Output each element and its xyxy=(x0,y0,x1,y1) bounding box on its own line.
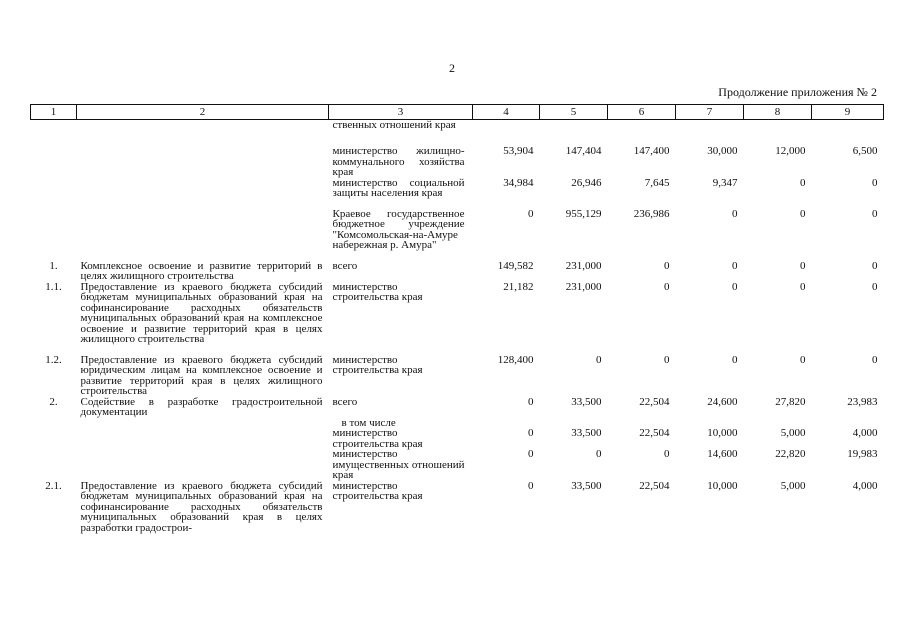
value-col5: 26,946 xyxy=(571,176,602,189)
value-col4: 0 xyxy=(528,207,534,220)
table-row xyxy=(31,282,884,355)
value-col9 xyxy=(812,120,884,147)
value-col9: 0 xyxy=(872,280,878,293)
measure-name: Содействие в разработке градостроительной документации xyxy=(80,395,323,418)
header-cell: 2 xyxy=(77,105,329,120)
header-cell: 9 xyxy=(812,105,884,120)
value-col4: 34,984 xyxy=(503,176,534,189)
value-col6 xyxy=(608,120,676,147)
value-col4: 0 xyxy=(528,427,534,439)
value-col6: 22,504 xyxy=(639,479,670,492)
page-number: 2 xyxy=(449,61,455,75)
value-col9: 0 xyxy=(872,259,878,272)
table-row xyxy=(31,209,884,261)
header-cell: 1 xyxy=(31,105,77,120)
value-col7: 24,600 xyxy=(707,395,738,408)
value-col6: 0 xyxy=(664,448,670,460)
value-col6: 0 xyxy=(664,353,670,366)
value-col8: 0 xyxy=(800,280,806,293)
value-col9: 23,983 xyxy=(847,395,878,408)
value-col9: 0 xyxy=(872,176,878,189)
row-number: 1.2. xyxy=(45,353,62,366)
value-col8: 0 xyxy=(800,259,806,272)
value-col8: 5,000 xyxy=(780,427,806,439)
executor: Краевое государственное бюджетное учреждение "Комсомольская-на-Амуре набережная р. Амура" xyxy=(332,207,465,251)
value-col5: 33,500 xyxy=(571,427,602,439)
executor: министерство строительства края xyxy=(332,427,423,450)
measure-name xyxy=(77,178,329,209)
value-col7: 0 xyxy=(732,353,738,366)
measure-name xyxy=(77,428,329,449)
value-col7: 9,347 xyxy=(712,176,738,189)
measure-name xyxy=(77,146,329,178)
value-col9: 0 xyxy=(872,207,878,220)
table-row xyxy=(31,481,884,534)
value-col9: 19,983 xyxy=(847,448,878,460)
value-col6: 236,986 xyxy=(633,207,670,220)
value-col8: 12,000 xyxy=(775,145,806,157)
table-row xyxy=(31,120,884,147)
value-col7: 14,600 xyxy=(707,448,738,460)
row-number xyxy=(31,418,77,429)
executor: министерство имущественных отношений края xyxy=(332,448,465,481)
value-col5: 33,500 xyxy=(571,395,602,408)
table-row xyxy=(31,178,884,209)
table-header xyxy=(31,105,884,120)
value-col5: 231,000 xyxy=(565,280,602,293)
value-col4: 0 xyxy=(528,479,534,492)
row-number: 2. xyxy=(49,395,58,408)
value-col5: 955,129 xyxy=(565,207,602,220)
value-col4 xyxy=(473,120,540,147)
value-col8: 27,820 xyxy=(775,395,806,408)
row-number xyxy=(31,146,77,178)
value-col5: 0 xyxy=(596,448,602,460)
value-col7 xyxy=(676,120,744,147)
measure-name xyxy=(77,209,329,261)
value-col5 xyxy=(540,120,608,147)
table-row xyxy=(31,355,884,397)
row-number: 1.1. xyxy=(45,280,62,293)
header-cell: 6 xyxy=(608,105,676,120)
value-col5: 0 xyxy=(596,353,602,366)
row-number xyxy=(31,209,77,261)
table-row xyxy=(31,397,884,418)
value-col9: 6,500 xyxy=(852,145,878,157)
value-col9: 0 xyxy=(872,353,878,366)
measure-name xyxy=(77,120,329,147)
value-col6: 0 xyxy=(664,259,670,272)
value-col8: 0 xyxy=(800,353,806,366)
value-col7: 0 xyxy=(732,207,738,220)
executor: министерство строительства края xyxy=(332,353,423,376)
executor: министерство социальной защиты населения края xyxy=(332,176,465,199)
value-col6: 147,400 xyxy=(633,145,670,157)
executor: всего xyxy=(332,259,358,272)
header-cell: 5 xyxy=(540,105,608,120)
value-col6: 7,645 xyxy=(644,176,670,189)
header-cell: 7 xyxy=(676,105,744,120)
header-cell: 8 xyxy=(744,105,812,120)
measure-name: Предоставление из краевого бюджета субсидий бюджетам муниципальных образований края на софинансирование расходных обязательств муниципальных образований края в целях разработки градострои- xyxy=(80,479,323,534)
value-col4: 128,400 xyxy=(497,353,534,366)
executor: ственных отношений края xyxy=(332,119,456,131)
appendix-table xyxy=(30,104,884,533)
table-row xyxy=(31,418,884,429)
executor: министерство строительства края xyxy=(332,479,423,502)
value-col4: 0 xyxy=(528,448,534,460)
value-col6: 22,504 xyxy=(639,395,670,408)
value-col6: 22,504 xyxy=(639,427,670,439)
row-number: 2.1. xyxy=(45,479,62,492)
table-row xyxy=(31,146,884,178)
value-col5: 33,500 xyxy=(571,479,602,492)
row-number xyxy=(31,428,77,449)
executor-subheading: в том числе xyxy=(341,416,396,429)
value-col5: 231,000 xyxy=(565,259,602,272)
measure-name xyxy=(77,449,329,481)
executor: министерство жилищно-коммунального хозяйства края xyxy=(332,145,465,178)
value-col7: 30,000 xyxy=(707,145,738,157)
value-col4: 0 xyxy=(528,395,534,408)
value-col8: 5,000 xyxy=(780,479,806,492)
measure-name: Комплексное освоение и развитие территорий в целях жилищного строительства xyxy=(80,259,323,282)
value-col5: 147,404 xyxy=(565,145,602,157)
value-col4: 21,182 xyxy=(503,280,534,293)
row-number xyxy=(31,120,77,147)
table-row xyxy=(31,449,884,481)
continuation-label: Продолжение приложения № 2 xyxy=(718,85,877,99)
value-col8: 0 xyxy=(800,176,806,189)
executor: всего xyxy=(332,395,358,408)
value-col4: 53,904 xyxy=(503,145,534,157)
measure-name: Предоставление из краевого бюджета субсидий юридическим лицам на комплексное освоение и развитие территорий края в целях жилищного строительства xyxy=(80,353,323,397)
value-col4: 149,582 xyxy=(497,259,534,272)
value-col9: 4,000 xyxy=(852,479,878,492)
executor: министерство строительства края xyxy=(332,280,423,303)
header-cell: 3 xyxy=(329,105,473,120)
row-number xyxy=(31,449,77,481)
value-col7: 0 xyxy=(732,280,738,293)
value-col6: 0 xyxy=(664,280,670,293)
value-col7: 10,000 xyxy=(707,479,738,492)
value-col7: 0 xyxy=(732,259,738,272)
value-col7: 10,000 xyxy=(707,427,738,439)
header-cell: 4 xyxy=(473,105,540,120)
row-number xyxy=(31,178,77,209)
value-col8: 22,820 xyxy=(775,448,806,460)
measure-name xyxy=(77,418,329,429)
value-col9: 4,000 xyxy=(852,427,878,439)
value-col8 xyxy=(744,120,812,147)
measure-name: Предоставление из краевого бюджета субсидий бюджетам муниципальных образований края на софинансирование расходных обязательств муниципальных образований края на комплексное освоение и развитие территорий края в целях жилищного строительства xyxy=(80,280,323,345)
row-number: 1. xyxy=(49,259,58,272)
table-row xyxy=(31,428,884,449)
value-col8: 0 xyxy=(800,207,806,220)
table-row xyxy=(31,261,884,282)
